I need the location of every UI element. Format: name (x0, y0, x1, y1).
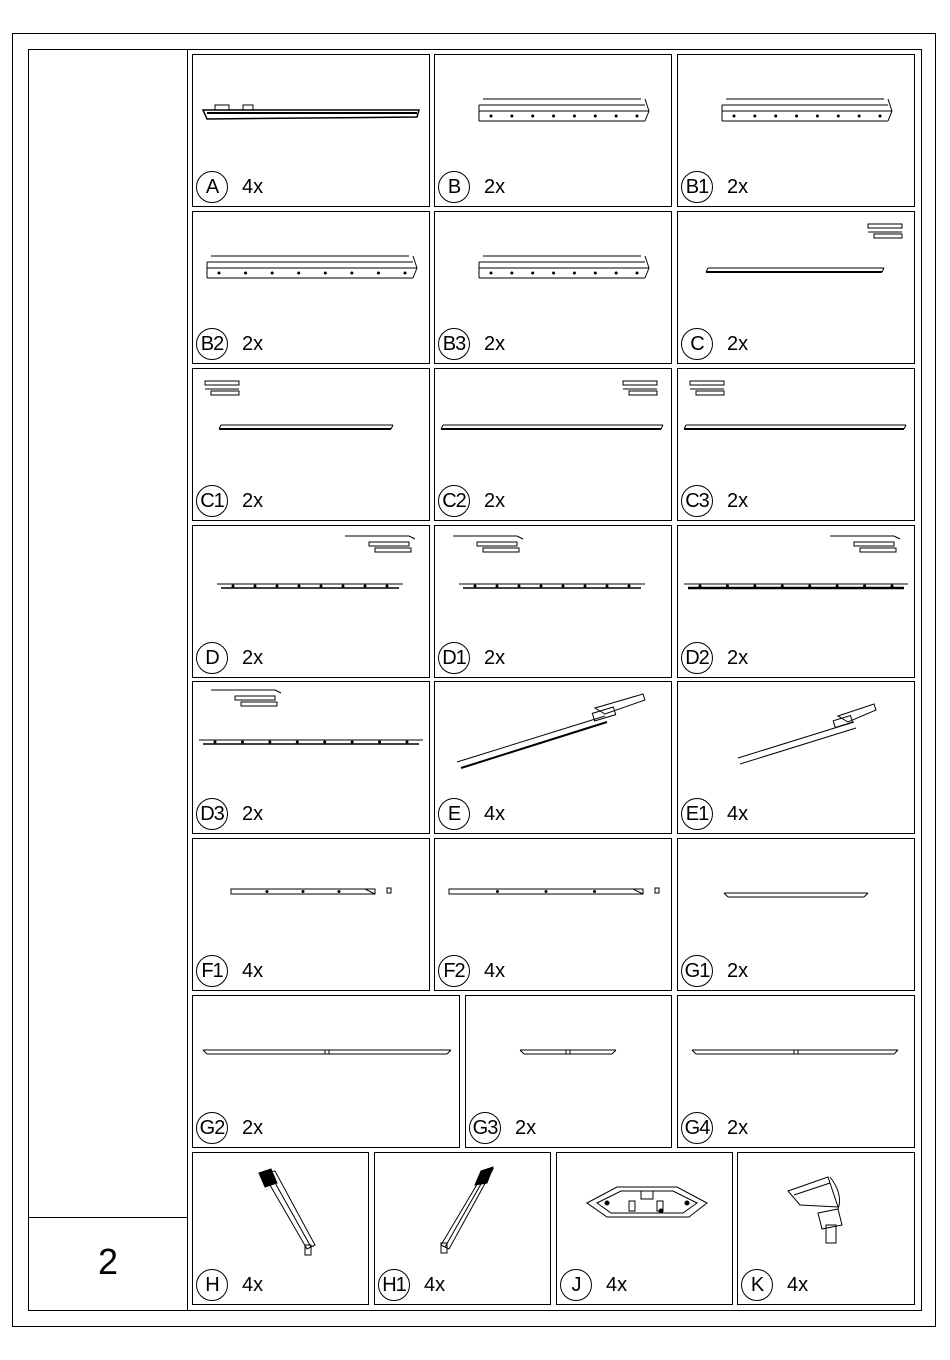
part-cell-b2 (192, 211, 430, 364)
part-label (438, 485, 505, 517)
left-margin-column (28, 49, 188, 1311)
part-quantity: 4x (787, 1273, 809, 1296)
part-quantity: 4x (242, 959, 264, 982)
page-number: 2 (97, 1241, 119, 1282)
part-quantity: 4x (727, 802, 749, 825)
part-label (681, 328, 748, 360)
part-code: E (438, 798, 470, 830)
part-label (681, 955, 748, 987)
part-quantity: 2x (242, 1116, 264, 1139)
diagonal-brace-icon (435, 682, 673, 792)
part-quantity: 4x (484, 959, 506, 982)
part-cell-k (737, 1152, 915, 1305)
part-code: B2 (196, 328, 228, 360)
part-label (438, 328, 505, 360)
part-cell-c (677, 211, 915, 364)
part-label (196, 171, 263, 203)
perforated-bar-icon (193, 682, 431, 792)
part-cell-g3 (465, 995, 672, 1148)
channel-beam-icon (678, 55, 916, 165)
part-quantity: 4x (606, 1273, 628, 1296)
part-cell-c3 (677, 368, 915, 521)
part-label (681, 798, 748, 830)
part-cell-d2 (677, 525, 915, 678)
channel-beam-icon (435, 55, 673, 165)
part-cell-b (434, 54, 672, 207)
part-code: E1 (681, 798, 713, 830)
part-code: D1 (438, 642, 470, 674)
part-label (438, 798, 505, 830)
part-quantity: 2x (727, 175, 749, 198)
part-label (196, 328, 263, 360)
part-cell-g4 (677, 995, 915, 1148)
angle-bar-icon (435, 369, 673, 479)
thin-strip-icon (678, 996, 916, 1106)
part-label (741, 1269, 808, 1301)
thin-strip-icon (678, 839, 916, 949)
channel-beam-icon (435, 212, 673, 322)
part-code: K (741, 1269, 773, 1301)
part-code: D2 (681, 642, 713, 674)
part-code: D3 (196, 798, 228, 830)
thin-strip-icon (466, 996, 673, 1106)
perforated-bar-icon (435, 526, 673, 636)
flat-bar-icon (435, 839, 673, 949)
part-code: B1 (681, 171, 713, 203)
part-label (378, 1269, 445, 1301)
part-code: C3 (681, 485, 713, 517)
part-quantity: 2x (242, 802, 264, 825)
part-cell-e (434, 681, 672, 834)
part-label (196, 1269, 263, 1301)
part-label (681, 642, 748, 674)
part-quantity: 4x (484, 802, 506, 825)
part-label (196, 642, 263, 674)
part-code: F1 (196, 955, 228, 987)
part-cell-g1 (677, 838, 915, 991)
perforated-bar-icon (678, 526, 916, 636)
part-code: B3 (438, 328, 470, 360)
part-cell-c1 (192, 368, 430, 521)
part-quantity: 2x (727, 489, 749, 512)
part-cell-a (192, 54, 430, 207)
angle-bar-icon (678, 212, 916, 322)
part-cell-e1 (677, 681, 915, 834)
part-cell-b3 (434, 211, 672, 364)
part-cell-j (556, 1152, 733, 1305)
part-cell-d1 (434, 525, 672, 678)
part-quantity: 2x (484, 175, 506, 198)
part-label (681, 1112, 748, 1144)
part-code: G1 (681, 955, 713, 987)
part-code: G2 (196, 1112, 228, 1144)
part-code: C2 (438, 485, 470, 517)
part-quantity: 4x (424, 1273, 446, 1296)
part-cell-h1 (374, 1152, 551, 1305)
part-code: D (196, 642, 228, 674)
part-cell-h (192, 1152, 369, 1305)
part-cell-d (192, 525, 430, 678)
diagonal-brace-icon (678, 682, 916, 792)
part-cell-d3 (192, 681, 430, 834)
part-cell-f2 (434, 838, 672, 991)
part-code: H1 (378, 1269, 410, 1301)
part-quantity: 2x (242, 332, 264, 355)
part-quantity: 2x (727, 959, 749, 982)
part-quantity: 2x (484, 332, 506, 355)
part-quantity: 2x (242, 489, 264, 512)
thin-strip-icon (193, 996, 461, 1106)
part-cell-g2 (192, 995, 460, 1148)
part-code: J (560, 1269, 592, 1301)
part-label (681, 171, 748, 203)
part-label (681, 485, 748, 517)
part-label (196, 485, 263, 517)
part-code: C1 (196, 485, 228, 517)
part-label (438, 171, 505, 203)
angle-bar-icon (193, 369, 431, 479)
part-code: A (196, 171, 228, 203)
part-quantity: 2x (727, 332, 749, 355)
part-quantity: 2x (484, 489, 506, 512)
part-label (469, 1112, 536, 1144)
part-quantity: 2x (242, 646, 264, 669)
angle-bar-icon (678, 369, 916, 479)
part-code: H (196, 1269, 228, 1301)
part-quantity: 2x (727, 1116, 749, 1139)
part-quantity: 4x (242, 1273, 264, 1296)
corner-post-icon (193, 1153, 370, 1263)
part-quantity: 2x (727, 646, 749, 669)
corner-post-icon (375, 1153, 552, 1263)
part-quantity: 2x (484, 646, 506, 669)
part-cell-c2 (434, 368, 672, 521)
part-quantity: 4x (242, 175, 264, 198)
part-label (560, 1269, 627, 1301)
corner-bracket-icon (738, 1153, 916, 1263)
part-code: F2 (438, 955, 470, 987)
part-quantity: 2x (515, 1116, 537, 1139)
part-code: B (438, 171, 470, 203)
part-code: G4 (681, 1112, 713, 1144)
rail-long-dark-icon (193, 55, 431, 165)
part-label (438, 955, 505, 987)
base-plate-icon (557, 1153, 734, 1263)
perforated-bar-icon (193, 526, 431, 636)
part-cell-f1 (192, 838, 430, 991)
part-code: G3 (469, 1112, 501, 1144)
part-code: C (681, 328, 713, 360)
flat-bar-icon (193, 839, 431, 949)
channel-beam-long-icon (193, 212, 431, 322)
part-label (196, 1112, 263, 1144)
part-label (196, 798, 263, 830)
part-label (438, 642, 505, 674)
part-cell-b1 (677, 54, 915, 207)
part-label (196, 955, 263, 987)
